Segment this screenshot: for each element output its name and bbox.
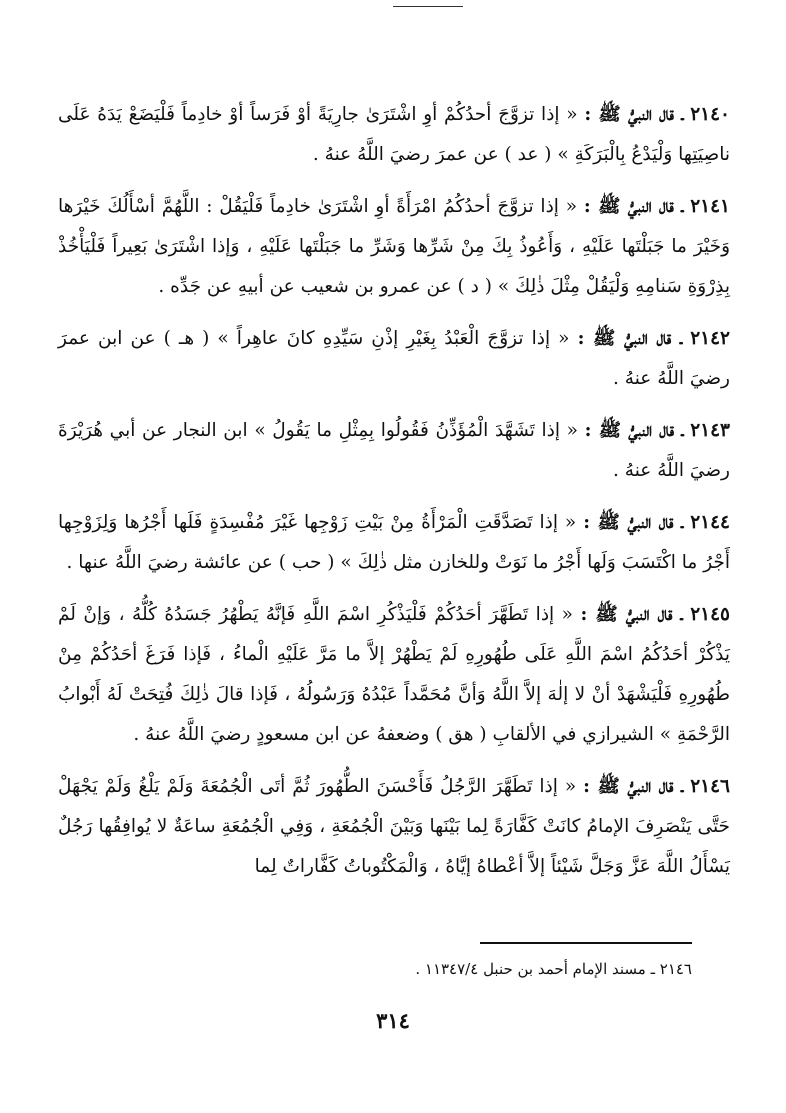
hadith-entry: ٢١٤٥ ـ قال النبيُّ ﷺ : « إذا تَطَهَّرَ أحَدُكُمْ فَلْيَذْكُرِ اسْمَ اللَّهِ فَإنَّهُ يَطْهُرُ جَسَدُهُ كُلُّهُ ، وَإنْ لَمْ يَذْكُرْ أحَدُكُمُ اسْمَ اللَّهِ عَلَى طُهُورِهِ لَمْ يَطْهُرْ إلاَّ ما مَرَّ عَلَيْهِ الْماءُ ، فَإذا فَرَغَ أحَدُكُمْ مِنْ طُهُورِهِ فَلْيَشْهَدْ أنْ لا إلٰهَ إلاَّ اللَّهُ وَأنَّ مُحَمَّداً عَبْدُهُ وَرَسُولُهُ ، فَإذا قالَ ذٰلِكَ فُتِحَتْ لَهُ أَبْوابُ الرَّحْمَةِ » الشيرازي في الألقابِ ( هق ) وضعفهُ عن ابن مسعودٍ رضيَ اللَّهُ عنهُ .	[58, 604, 730, 745]
hadith-entry: ٢١٤٦ ـ قال النبيُّ ﷺ : « إذا تَطَهَّرَ الرَّجُلُ فَأَحْسَنَ الطُّهُورَ ثُمَّ أتَى الْجُمُعَةَ وَلَمْ يَلْغُ وَلَمْ يَجْهَلْ حَتَّى يَنْصَرِفَ الإمامُ كانَتْ كَفَّارَةً لِما بَيْنَها وَبَيْنَ الْجُمُعَةِ ، وَفِي الْجُمُعَةِ ساعَةٌ لا يُوافِقُها رَجُلٌ يَسْأَلُ اللَّهَ عَزَّ وَجَلَّ شَيْئاً إلاَّ أعْطاهُ إيَّاهُ ، وَالْمَكْتُوباتُ كَفَّاراتٌ لِما	[58, 776, 730, 877]
top-rule	[393, 6, 463, 7]
page-number: ٣١٤	[376, 1008, 410, 1033]
entry-text: « إذا تَطَهَّرَ أحَدُكُمْ فَلْيَذْكُرِ اسْمَ اللَّهِ فَإنَّهُ يَطْهُرُ جَسَدُهُ كُلُّهُ ، وَإنْ لَمْ يَذْكُرْ أحَدُكُمُ اسْمَ اللَّهِ عَلَى طُهُورِهِ لَمْ يَطْهُرْ إلاَّ ما مَرَّ عَلَيْهِ الْماءُ ، فَإذا فَرَغَ أحَدُكُمْ مِنْ طُهُورِهِ فَلْيَشْهَدْ أنْ لا إلٰهَ إلاَّ اللَّهُ وَأنَّ مُحَمَّداً عَبْدُهُ وَرَسُولُهُ ، فَإذا قالَ ذٰلِكَ فُتِحَتْ لَهُ أَبْوابُ الرَّحْمَةِ » الشيرازي في الألقابِ ( هق ) وضعفهُ عن ابن مسعودٍ رضيَ اللَّهُ عنهُ .	[58, 604, 730, 745]
entry-speaker: قال النبيُّ ﷺ :	[584, 104, 674, 125]
entry-number: ٢١٤٠	[690, 104, 730, 125]
hadith-entry: ٢١٤٣ ـ قال النبيُّ ﷺ : « إذا تَشَهَّدَ الْمُؤَذِّنُ فَقُولُوا بِمِثْلِ ما يَقُولُ » ابن النجار عن أبي هُرَيْرَةَ رضيَ اللَّهُ عنهُ .	[58, 420, 730, 481]
entry-number: ٢١٤٥	[690, 604, 730, 625]
entry-speaker: قال النبيُّ ﷺ :	[583, 776, 674, 797]
entry-number: ٢١٤٤	[690, 512, 730, 533]
hadith-entry: ٢١٤٠ ـ قال النبيُّ ﷺ : « إذا تزوَّجَ أحدُكُمْ أوِ اشْتَرَىٰ جارِيَةً أوْ فَرَساً أوْ خادِماً فَلْيَضَعْ يَدَهُ عَلَى ناصِيَتِها وَلْيَدْعُ بِالْبَرَكَةِ » ( عد ) عن عمرَ رضيَ اللَّهُ عنهُ .	[58, 104, 730, 165]
hadith-entry: ٢١٤١ ـ قال النبيُّ ﷺ : « إذا تزوَّجَ أحدُكُمُ امْرَأَةً أوِ اشْتَرَىٰ خادِماً فَلْيَقُلْ : اللَّهُمَّ أسْأَلُكَ خَيْرَها وَخَيْرَ ما جَبَلْتَها عَلَيْهِ ، وَأَعُوذُ بِكَ مِنْ شَرِّها وَشَرِّ ما جَبَلْتَها عَلَيْهِ ، وَإذا اشْتَرَىٰ بَعِيراً فَلْيَأْخُذْ بِذِرْوَةِ سَنامِهِ وَلْيَقُلْ مِثْلَ ذٰلِكَ » ( د ) عن عمرو بن شعيب عن أبيهِ عن جَدِّه .	[58, 196, 730, 297]
entry-speaker: قال النبيُّ ﷺ :	[584, 420, 675, 441]
entry-text: « إذا تَشَهَّدَ الْمُؤَذِّنُ فَقُولُوا بِمِثْلِ ما يَقُولُ » ابن النجار عن أبي هُرَيْرَةَ رضيَ اللَّهُ عنهُ .	[58, 420, 730, 481]
footnote-divider	[480, 942, 692, 944]
entry-text: « إذا تزوَّجَ أحدُكُمْ أوِ اشْتَرَىٰ جارِيَةً أوْ فَرَساً أوْ خادِماً فَلْيَضَعْ يَدَهُ عَلَى ناصِيَتِها وَلْيَدْعُ بِالْبَرَكَةِ » ( عد ) عن عمرَ رضيَ اللَّهُ عنهُ .	[58, 104, 730, 165]
hadith-text-block	[58, 95, 730, 899]
entry-speaker: قال النبيُّ ﷺ :	[577, 328, 672, 349]
hadith-entry: ٢١٤٢ ـ قال النبيُّ ﷺ : « إذا تزوَّجَ الْعَبْدُ بِغَيْرِ إذْنِ سَيِّدِهِ كانَ عاهِراً » ( هـ ) عن ابن عمرَ رضيَ اللَّهُ عنهُ .	[58, 328, 730, 389]
entry-number: ٢١٤٣	[690, 420, 730, 441]
entry-number: ٢١٤٦	[690, 776, 730, 797]
entry-speaker: قال النبيُّ ﷺ :	[583, 512, 674, 533]
entry-speaker: قال النبيُّ ﷺ :	[580, 604, 673, 625]
footnote: ٢١٤٦ ـ مسند الإمام أحمد بن حنبل ١١٣٤٧/٤ .	[415, 960, 692, 978]
entry-text: « إذا تزوَّجَ أحدُكُمُ امْرَأَةً أوِ اشْتَرَىٰ خادِماً فَلْيَقُلْ : اللَّهُمَّ أسْأَلُكَ خَيْرَها وَخَيْرَ ما جَبَلْتَها عَلَيْهِ ، وَأَعُوذُ بِكَ مِنْ شَرِّها وَشَرِّ ما جَبَلْتَها عَلَيْهِ ، وَإذا اشْتَرَىٰ بَعِيراً فَلْيَأْخُذْ بِذِرْوَةِ سَنامِهِ وَلْيَقُلْ مِثْلَ ذٰلِكَ » ( د ) عن عمرو بن شعيب عن أبيهِ عن جَدِّه .	[58, 196, 730, 297]
entry-number: ٢١٤١	[690, 196, 730, 217]
entry-text: « إذا تزوَّجَ الْعَبْدُ بِغَيْرِ إذْنِ سَيِّدِهِ كانَ عاهِراً » ( هـ ) عن ابن عمرَ رضيَ اللَّهُ عنهُ .	[58, 328, 730, 389]
entry-number: ٢١٤٢	[690, 328, 730, 349]
entry-speaker: قال النبيُّ ﷺ :	[583, 196, 674, 217]
entry-text: « إذا تَصَدَّقَتِ الْمَرْأَةُ مِنْ بَيْتِ زَوْجِها غَيْرَ مُفْسِدَةٍ فَلَها أَجْرُها وَلِزَوْجِها أَجْرُ ما اكْتَسَبَ وَلَها أَجْرُ ما نَوَتْ وللخازن مثل ذٰلِكَ » ( حب ) عن عائشة رضيَ اللَّهُ عنها .	[58, 512, 730, 573]
entry-text: « إذا تَطَهَّرَ الرَّجُلُ فَأَحْسَنَ الطُّهُورَ ثُمَّ أتَى الْجُمُعَةَ وَلَمْ يَلْغُ وَلَمْ يَجْهَلْ حَتَّى يَنْصَرِفَ الإمامُ كانَتْ كَفَّارَةً لِما بَيْنَها وَبَيْنَ الْجُمُعَةِ ، وَفِي الْجُمُعَةِ ساعَةٌ لا يُوافِقُها رَجُلٌ يَسْأَلُ اللَّهَ عَزَّ وَجَلَّ شَيْئاً إلاَّ أعْطاهُ إيَّاهُ ، وَالْمَكْتُوباتُ كَفَّاراتٌ لِما	[58, 776, 730, 877]
hadith-entry: ٢١٤٤ ـ قال النبيُّ ﷺ : « إذا تَصَدَّقَتِ الْمَرْأَةُ مِنْ بَيْتِ زَوْجِها غَيْرَ مُفْسِدَةٍ فَلَها أَجْرُها وَلِزَوْجِها أَجْرُ ما اكْتَسَبَ وَلَها أَجْرُ ما نَوَتْ وللخازن مثل ذٰلِكَ » ( حب ) عن عائشة رضيَ اللَّهُ عنها .	[58, 512, 730, 573]
